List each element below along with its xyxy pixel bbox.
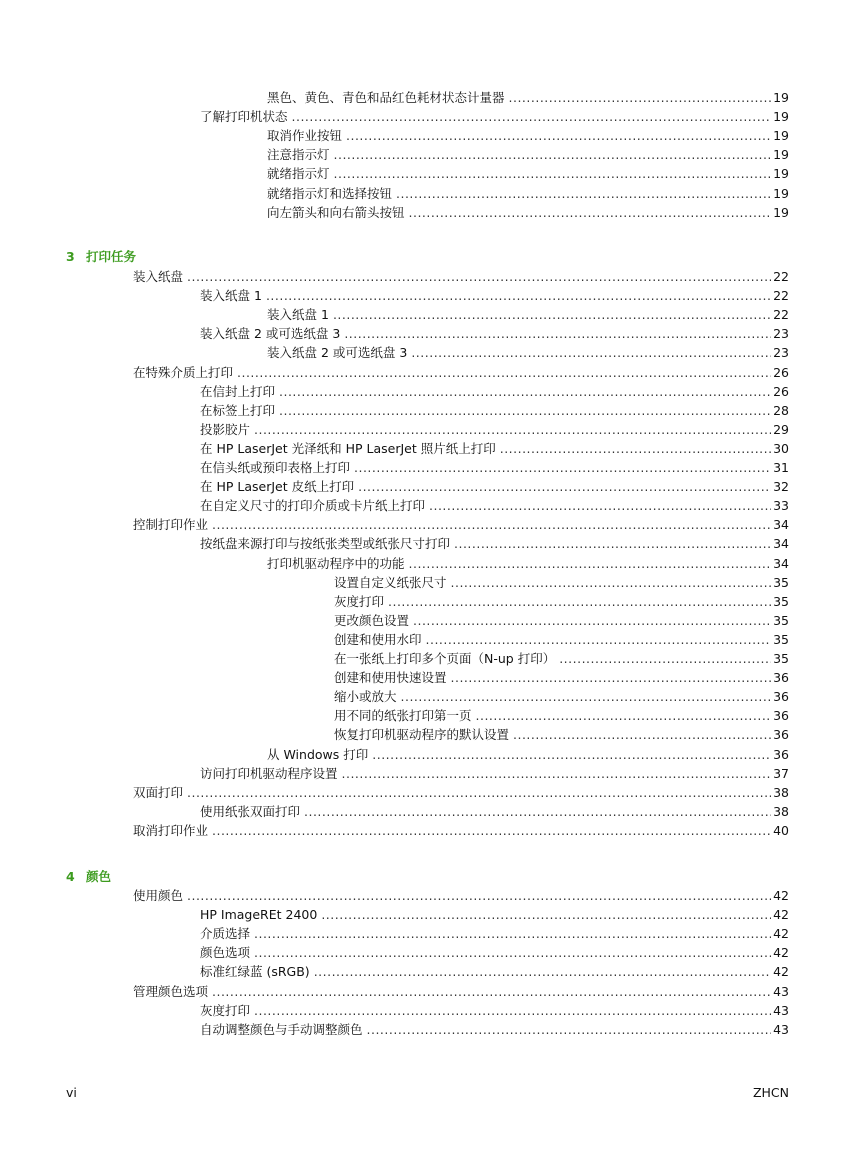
toc-entry-page: 30	[773, 440, 789, 456]
dot-leader	[314, 962, 771, 981]
toc-entry-page: 36	[773, 727, 789, 743]
toc-entry[interactable]	[267, 145, 789, 164]
toc-entry-page: 34	[773, 555, 789, 571]
dot-leader	[367, 1020, 772, 1039]
toc-entry-title: 装入纸盘 1	[267, 307, 329, 323]
toc-entry-title: 了解打印机状态	[200, 109, 288, 125]
language-code: ZHCN	[752, 1085, 789, 1100]
toc-entry[interactable]	[200, 382, 789, 401]
toc-entry-title: 在一张纸上打印多个页面（N-up 打印）	[334, 651, 556, 666]
toc-entry[interactable]	[200, 1020, 789, 1039]
dot-leader	[409, 554, 772, 573]
toc-entry[interactable]	[200, 962, 789, 981]
toc-entry-title: 颜色选项	[200, 945, 251, 961]
toc-entry[interactable]	[267, 305, 789, 324]
toc-entry-title: 投影胶片	[200, 421, 251, 437]
toc-entry[interactable]	[133, 783, 789, 802]
toc-entry-page: 43	[773, 1021, 789, 1037]
toc-entry[interactable]	[334, 687, 789, 706]
toc-entry-page: 23	[773, 345, 789, 361]
toc-entry-page: 35	[773, 574, 789, 590]
toc-entry-title: 在 HP LaserJet 光泽纸和 HP LaserJet 照片纸上打印	[200, 440, 496, 456]
toc-entry-title: 装入纸盘 2 或可选纸盘 3	[267, 345, 408, 361]
dot-leader	[426, 630, 772, 649]
toc-entry-title: 注意指示灯	[267, 147, 330, 163]
dot-leader	[254, 924, 771, 943]
toc-entry[interactable]	[334, 649, 789, 668]
toc-entry[interactable]	[133, 363, 789, 382]
toc-entry-title: 在标签上打印	[200, 402, 276, 418]
toc-entry-page: 35	[773, 593, 789, 609]
dot-leader	[187, 886, 771, 905]
toc-entry-title: 缩小或放大	[334, 689, 397, 705]
dot-leader	[346, 126, 771, 145]
dot-leader	[500, 439, 771, 458]
toc-entry-page: 19	[773, 128, 789, 144]
toc-entry[interactable]	[133, 821, 789, 840]
toc-entry-page: 43	[773, 983, 789, 999]
toc-entry-page: 42	[773, 926, 789, 942]
toc-entry-page: 36	[773, 746, 789, 762]
dot-leader	[509, 88, 772, 107]
toc-entry[interactable]	[200, 458, 789, 477]
toc-entry-title: 向左箭头和向右箭头按钮	[267, 204, 405, 220]
toc-entry[interactable]	[267, 184, 789, 203]
toc-entry[interactable]	[200, 420, 789, 439]
toc-entry-title: HP ImageREt 2400	[200, 907, 318, 923]
toc-entry[interactable]	[200, 439, 789, 458]
toc-entry[interactable]	[334, 668, 789, 687]
dot-leader	[212, 982, 771, 1001]
toc-entry-page: 23	[773, 326, 789, 342]
dot-leader	[321, 905, 771, 924]
toc-entry[interactable]	[267, 343, 789, 362]
dot-leader	[451, 573, 772, 592]
toc-entry-page: 26	[773, 383, 789, 399]
toc-entry[interactable]	[200, 324, 789, 343]
toc-entry-title: 就绪指示灯	[267, 166, 330, 182]
toc-entry-title: 标准红绿蓝 (sRGB)	[200, 964, 310, 980]
dot-leader	[429, 496, 771, 515]
dot-leader	[334, 164, 772, 183]
toc-entry[interactable]	[267, 554, 789, 573]
toc-entry-title: 装入纸盘	[133, 269, 184, 284]
toc-entry-page: 37	[773, 765, 789, 781]
toc-entry-title: 在自定义尺寸的打印介质或卡片纸上打印	[200, 498, 426, 514]
toc-entry-title: 创建和使用快速设置	[334, 670, 447, 686]
toc-entry[interactable]	[133, 886, 789, 905]
toc-entry[interactable]	[133, 982, 789, 1001]
toc-entry-page: 28	[773, 402, 789, 418]
toc-entry-page: 19	[773, 90, 789, 105]
toc-entry-title: 控制打印作业	[133, 517, 209, 533]
toc-entry-title: 从 Windows 打印	[267, 746, 369, 762]
toc-entry[interactable]	[334, 592, 789, 611]
toc-entry-title: 灰度打印	[334, 593, 385, 609]
toc-entry-page: 38	[773, 803, 789, 819]
dot-leader	[559, 649, 771, 668]
toc-entry-title: 取消作业按钮	[267, 128, 343, 144]
toc-entry[interactable]	[200, 534, 789, 553]
toc-entry-page: 22	[773, 288, 789, 304]
toc-entry-title: 访问打印机驱动程序设置	[200, 765, 338, 781]
toc-entry-page: 33	[773, 498, 789, 514]
toc-entry[interactable]	[133, 267, 789, 286]
toc-entry-page: 42	[773, 945, 789, 961]
dot-leader	[476, 706, 772, 725]
dot-leader	[409, 203, 772, 222]
toc-entry[interactable]	[267, 126, 789, 145]
toc-entry-title: 管理颜色选项	[133, 983, 209, 999]
dot-leader	[358, 477, 771, 496]
toc-entry-title: 在信封上打印	[200, 383, 276, 399]
toc-entry-title: 按纸盘来源打印与按纸张类型或纸张尺寸打印	[200, 536, 451, 552]
toc-entry-page: 35	[773, 631, 789, 647]
toc-entry-title: 更改颜色设置	[334, 612, 410, 628]
toc-entry-page: 36	[773, 708, 789, 724]
toc-entry[interactable]	[267, 203, 789, 222]
dot-leader	[254, 943, 771, 962]
chapter-number: 4	[66, 869, 75, 884]
toc-entry-page: 35	[773, 651, 789, 666]
toc-entry-title: 介质选择	[200, 926, 251, 942]
toc-entry[interactable]	[200, 107, 789, 126]
dot-leader	[187, 267, 771, 286]
toc-entry[interactable]	[200, 802, 789, 821]
toc-entry-page: 26	[773, 364, 789, 380]
toc-entry-title: 用不同的纸张打印第一页	[334, 708, 472, 724]
dot-leader	[401, 687, 772, 706]
toc-entry-page: 29	[773, 421, 789, 437]
dot-leader	[396, 184, 771, 203]
toc-entry-page: 19	[773, 147, 789, 163]
toc-entry-page: 36	[773, 689, 789, 705]
toc-entry-page: 22	[773, 269, 789, 284]
toc-entry[interactable]	[334, 706, 789, 725]
toc-entry-page: 22	[773, 307, 789, 323]
dot-leader	[333, 305, 771, 324]
toc-entry-title: 使用纸张双面打印	[200, 803, 301, 819]
toc-entry[interactable]	[200, 924, 789, 943]
toc-entry-page: 43	[773, 1002, 789, 1018]
dot-leader	[451, 668, 772, 687]
page-number: vi	[66, 1085, 77, 1100]
dot-leader	[279, 401, 771, 420]
toc-entry[interactable]	[200, 943, 789, 962]
toc-entry[interactable]	[267, 88, 789, 107]
toc-entry-title: 装入纸盘 1	[200, 288, 262, 304]
toc-entry-page: 36	[773, 670, 789, 686]
toc-entry-title: 自动调整颜色与手动调整颜色	[200, 1021, 363, 1037]
dot-leader	[413, 611, 771, 630]
dot-leader	[237, 363, 771, 382]
toc-entry-title: 取消打印作业	[133, 822, 209, 838]
toc-entry[interactable]	[200, 477, 789, 496]
toc-entry-page: 35	[773, 612, 789, 628]
toc-entry[interactable]	[334, 725, 789, 744]
dot-leader	[334, 145, 772, 164]
toc-entry-title: 灰度打印	[200, 1002, 251, 1018]
toc-entry[interactable]	[200, 764, 789, 783]
toc-entry-title: 恢复打印机驱动程序的默认设置	[334, 727, 510, 743]
chapter-title: 颜色	[86, 869, 112, 884]
toc-entry-title: 在信头纸或预印表格上打印	[200, 460, 351, 475]
toc-entry-page: 31	[773, 460, 789, 475]
toc-entry-page: 19	[773, 109, 789, 125]
dot-leader	[354, 458, 771, 477]
toc-entry-page: 42	[773, 907, 789, 923]
toc-entry-page: 42	[773, 964, 789, 980]
dot-leader	[279, 382, 771, 401]
toc-entry-title: 黑色、黄色、青色和品红色耗材状态计量器	[267, 90, 505, 105]
toc-entry[interactable]	[133, 515, 789, 534]
toc-entry[interactable]	[200, 1001, 789, 1020]
toc-entry-page: 40	[773, 822, 789, 838]
toc-entry[interactable]	[267, 745, 789, 764]
toc-entry-title: 在 HP LaserJet 皮纸上打印	[200, 479, 355, 495]
dot-leader	[212, 821, 771, 840]
dot-leader	[513, 725, 771, 744]
toc-entry-title: 装入纸盘 2 或可选纸盘 3	[200, 326, 341, 342]
dot-leader	[254, 420, 771, 439]
dot-leader	[454, 534, 771, 553]
dot-leader	[187, 783, 771, 802]
toc-entry[interactable]	[200, 401, 789, 420]
toc-entry[interactable]	[200, 496, 789, 515]
toc-entry[interactable]	[200, 286, 789, 305]
dot-leader	[342, 764, 772, 783]
toc-entry-title: 双面打印	[133, 784, 184, 800]
dot-leader	[388, 592, 771, 611]
dot-leader	[212, 515, 771, 534]
toc-entry[interactable]	[200, 905, 789, 924]
toc-entry-page: 19	[773, 166, 789, 182]
dot-leader	[254, 1001, 771, 1020]
chapter-number: 3	[66, 249, 75, 264]
toc-entry[interactable]	[334, 611, 789, 630]
dot-leader	[266, 286, 771, 305]
toc-entry-page: 19	[773, 185, 789, 201]
toc-entry-title: 创建和使用水印	[334, 631, 422, 647]
dot-leader	[304, 802, 771, 821]
dot-leader	[292, 107, 772, 126]
chapter-title: 打印任务	[86, 249, 137, 264]
toc-entry-page: 19	[773, 204, 789, 220]
toc-entry-page: 32	[773, 479, 789, 495]
toc-entry-page: 42	[773, 888, 789, 903]
toc-entry-page: 34	[773, 517, 789, 533]
toc-entry-page: 34	[773, 536, 789, 552]
toc-entry-title: 打印机驱动程序中的功能	[267, 555, 405, 571]
dot-leader	[344, 324, 771, 343]
toc-entry-title: 使用颜色	[133, 888, 184, 903]
toc-entry-title: 就绪指示灯和选择按钮	[267, 185, 393, 201]
toc-entry-title: 在特殊介质上打印	[133, 364, 234, 380]
dot-leader	[411, 343, 771, 362]
toc-entry[interactable]	[267, 164, 789, 183]
chapter-heading[interactable]	[66, 247, 136, 266]
chapter-heading[interactable]	[66, 867, 111, 886]
dot-leader	[372, 745, 771, 764]
toc-entry[interactable]	[334, 630, 789, 649]
toc-entry[interactable]	[334, 573, 789, 592]
toc-entry-title: 设置自定义纸张尺寸	[334, 574, 447, 590]
toc-entry-page: 38	[773, 784, 789, 800]
